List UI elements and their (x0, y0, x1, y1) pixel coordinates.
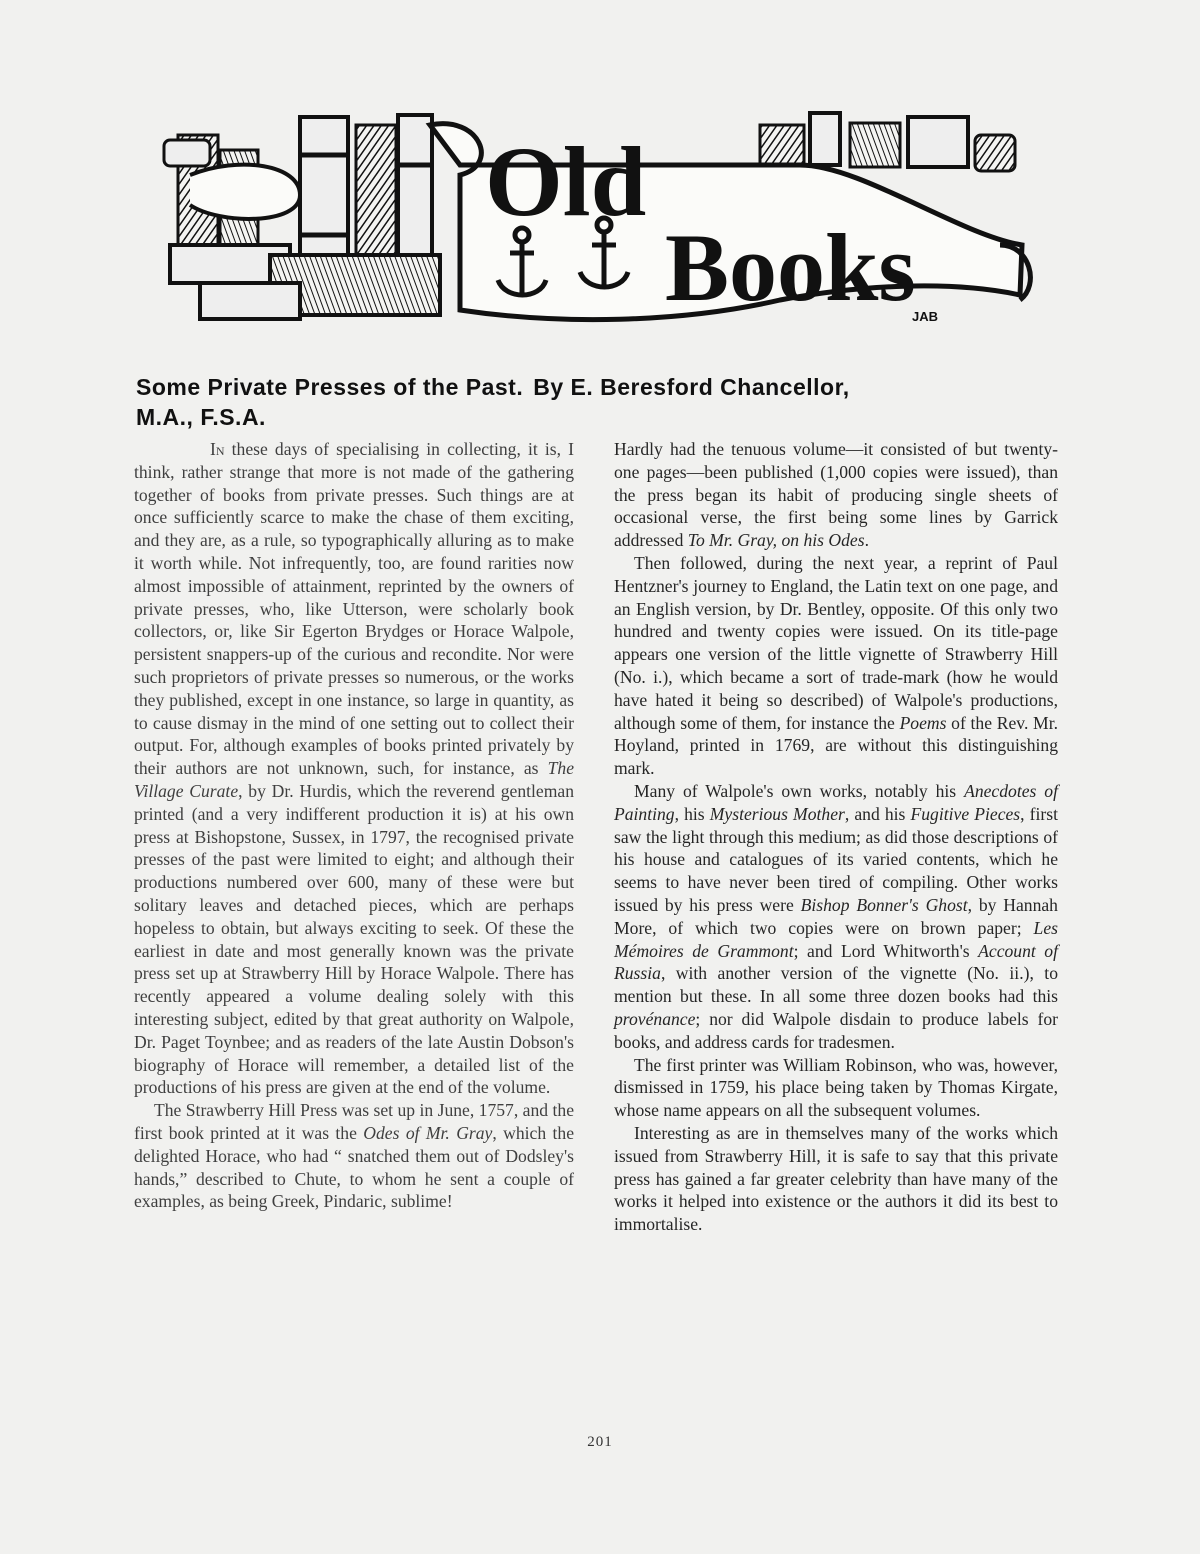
paragraph (614, 438, 1058, 552)
paragraph (134, 438, 574, 1099)
italic-title: provénance (614, 1008, 696, 1029)
text-run: Then followed, during the next year, a reprint of Paul Hentzner's journey to England, the Latin text on one page, and an English version, by Dr. Bentley, opposite. Of this only two hundred and twenty copies were issued. On its title-page appears one version of the little vignette of Strawberry Hill (No. i.), which became a sort of trade-mark (how he would have hated it being so described) of Walpole's productions, although some of them, for instance the (614, 552, 1058, 733)
italic-title: Odes of Mr. Gray (363, 1122, 493, 1143)
italic-title: Anecdotes of Painting (614, 780, 1058, 824)
paragraph (614, 780, 1058, 1054)
text-run: Hardly had the tenuous volume—it consisted of but twenty-one pages—been published (1,000 copies were issued), than the press began its habit of producing single sheets of occasional verse, the first being some lines by Garrick addressed (614, 439, 1058, 551)
italic-title: To Mr. Gray, on his Odes (687, 530, 865, 551)
text-run: The Strawberry Hill Press was set up in June, 1757, and the first book printed at it was the (134, 1100, 574, 1143)
article-byline: By E. Beresford Chancellor, (533, 374, 850, 400)
text-run: , his (674, 803, 710, 824)
text-run: ; and Lord Whitworth's (793, 940, 979, 961)
italic-title: Bishop Bonner's Ghost (800, 894, 968, 915)
italic-title: Mysterious Mother (709, 803, 845, 824)
paragraph (614, 1122, 1058, 1236)
italic-title: Fugitive Pieces (910, 803, 1021, 824)
banner-word-old: Old (485, 126, 647, 237)
artist-monogram: JAB (912, 309, 939, 324)
text-run: , which the delighted Horace, who had “ snatched them out of Dodsley's hands,” described to Chute, to whom he sent a couple of examples, as being Greek, Pindaric, sublime! (134, 1122, 575, 1212)
text-run: Many of Walpole's own works, notably his (634, 780, 965, 801)
text-run: The first printer was William Robinson, who was, however, dismissed in 1759, his place being taken by Thomas Kirgate, whose name appears on all the subsequent volumes. (614, 1054, 1058, 1121)
italic-title: Poems (899, 712, 947, 733)
text-run: , with another version of the vignette (No. ii.), to mention but these. In all some three dozen books had this (614, 963, 1058, 1007)
text-run: . (864, 530, 869, 551)
article-byline-credentials: M.A., F.S.A. (136, 404, 266, 430)
italic-title: The Village Curate (134, 758, 574, 801)
text-run: ; nor did Walpole disdain to produce labels for books, and address cards for tradesmen. (614, 1008, 1058, 1052)
old-books-banner (160, 95, 1040, 335)
text-run: these days of specialising in collecting, it is, I think, rather strange that more is not made of the gathering together of books from private presses. Such things are at once sufficiently scarce to make the chase of them exciting, and they are, as a rule, so typographically alluring as to make it worth while. Not infrequently, too, are found rarities now almost impossible of attainment, reprinted by the owners of private presses, who, like Utterson, were scholarly book collectors, or, like Sir Egerton Brydges or Horace Walpole, persistent snappers-up of the curious and recondite. Nor were such proprietors of private presses so numerous, or the works they published, except in one instance, so large in quantity, as to cause dismay in the mind of one setting out to collect their output. For, although examples of books printed privately by their authors are not unknown, such, for instance, as (134, 439, 574, 779)
text-run: , by Dr. Hurdis, which the reverend gentleman printed (and a very indifferent production it is) at his own press at Bishopstone, Sussex, in 1797, the recognised private presses of the past were limited to eight; and although their productions numbered over 600, many of these were but solitary leaves and detached pieces, which are perhaps hopeless to obtain, but always exciting to seek. Of these the earliest in date and most generally known was the private press set up at Strawberry Hill by Horace Walpole. There has recently appeared a volume dealing solely with this interesting subject, edited by that great authority on Walpole, Dr. Paget Toynbee; and as readers of the late Austin Dobson's biography of Horace will remember, a detailed list of the productions of his press are given at the end of the volume. (134, 780, 574, 1098)
text-run: of the Rev. Mr. Hoyland, printed in 1769, are without this distinguishing mark. (614, 712, 1058, 779)
right-column (614, 438, 1058, 1236)
paragraph (614, 552, 1058, 780)
paragraph (614, 1054, 1058, 1122)
paragraph (134, 1099, 574, 1213)
text-run: , by Hannah More, of which two copies were on brown paper; (614, 894, 1058, 938)
italic-title: Les Mémoires de Grammont (614, 917, 1058, 961)
page-number: 201 (587, 1434, 613, 1450)
left-column (134, 438, 574, 1213)
banner-illustration (160, 95, 1040, 335)
article-title: Some Private Presses of the Past. (136, 374, 524, 400)
italic-title: Account of Russia (614, 940, 1058, 984)
book-pile-left-icon (164, 115, 440, 319)
text-run: In (210, 439, 225, 459)
text-run: Interesting as are in themselves many of the works which issued from Strawberry Hill, it is safe to say that this private press has gained a far greater celebrity than have many of the works it helped into existence or the authors it did its best to immortalise. (614, 1122, 1058, 1235)
banner-word-books: Books (665, 214, 916, 321)
book-pile-right-icon (760, 113, 1015, 171)
text-run: , first saw the light through this medium; as did those descriptions of his house and catalogues of its varied contents, which he seems to have never been tired of compiling. Other works issued by his press were (614, 803, 1059, 915)
article-heading (136, 372, 1066, 432)
text-run: , and his (844, 803, 911, 824)
